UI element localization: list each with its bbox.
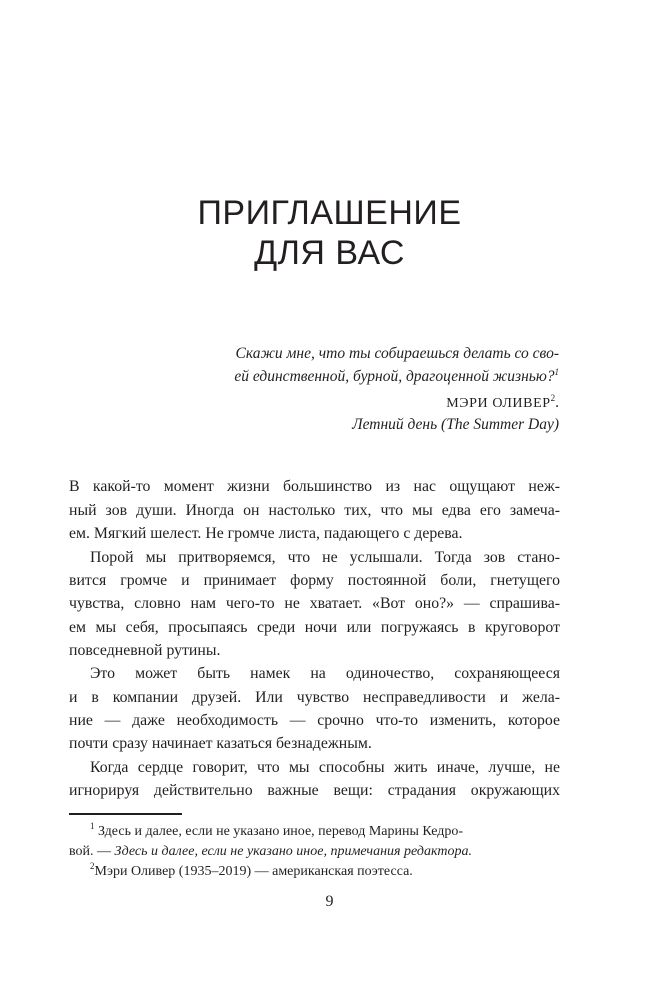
footnote-1-editor-note: Здесь и далее, если не указано иное, примечания редактора. [114, 844, 472, 859]
epigraph-author-name: МЭРИ ОЛИВЕР [446, 396, 551, 411]
body-line: игнорируя действительно важные вещи: страдания окружающих [69, 782, 560, 799]
footnote-1-line-2 [69, 842, 472, 862]
epigraph-line-2 [234, 366, 559, 388]
epigraph-author [446, 392, 559, 415]
page-number: 9 [325, 893, 334, 910]
body-line: Когда сердце говорит, что мы способны жить иначе, лучше, не [90, 759, 560, 776]
footnote-1-mark: 1 [90, 821, 95, 831]
footnote-ref-1: 1 [554, 367, 559, 377]
body-line: В какой-то момент жизни большинство из нас ощущают неж- [69, 478, 560, 495]
body-line: ем мы себя, просыпаясь среди ночи или погружаясь в круговорот [69, 619, 560, 636]
footnote-1-text-cont: вой. — [69, 844, 115, 859]
footnote-ref-2: 2 [550, 393, 556, 403]
footnote-1-text: Здесь и далее, если не указано иное, перевод Марины Кедро- [94, 824, 464, 839]
footnote-2 [90, 862, 413, 882]
epigraph-line-1: Скажи мне, что ты собираешься делать со сво- [235, 345, 559, 362]
body-line: почти сразу начинает казаться безнадежным. [69, 735, 372, 752]
body-line: и в компании друзей. Или чувство несправедливости и жела- [69, 689, 560, 706]
chapter-title-line-2: ДЛЯ ВАС [254, 234, 405, 272]
footnote-2-mark: 2 [90, 861, 95, 871]
body-line: ние — даже необходимость — срочно что-то изменить, которое [69, 712, 560, 729]
body-line: Это может быть намек на одиночество, сохраняющееся [90, 665, 560, 682]
epigraph-line-2-text: ей единственной, бурной, драгоценной жизнью? [234, 368, 555, 385]
footnote-1-line-1 [90, 822, 463, 842]
chapter-title-line-1: ПРИГЛАШЕНИЕ [197, 194, 462, 232]
body-line: повседневной рутины. [69, 642, 221, 659]
body-line: чувства, словно нам чего-то не хватает. «Вот оно?» — спрашива- [69, 595, 560, 612]
body-line: вится громче и принимает форму постоянной боли, гнетущего [69, 572, 560, 589]
epigraph-work: Летний день (The Summer Day) [352, 416, 559, 433]
footnote-divider [69, 813, 182, 815]
body-line: ный зов души. Иногда он настолько тих, что мы едва его замеча- [69, 502, 560, 519]
epigraph-author-suffix: . [555, 394, 559, 411]
footnote-2-text: Мэри Оливер (1935–2019) — американская поэтесса. [94, 864, 413, 879]
body-line: Порой мы притворяемся, что не услышали. Тогда зов стано- [90, 549, 560, 566]
body-line: ем. Мягкий шелест. Не громче листа, падающего с дерева. [69, 525, 463, 542]
